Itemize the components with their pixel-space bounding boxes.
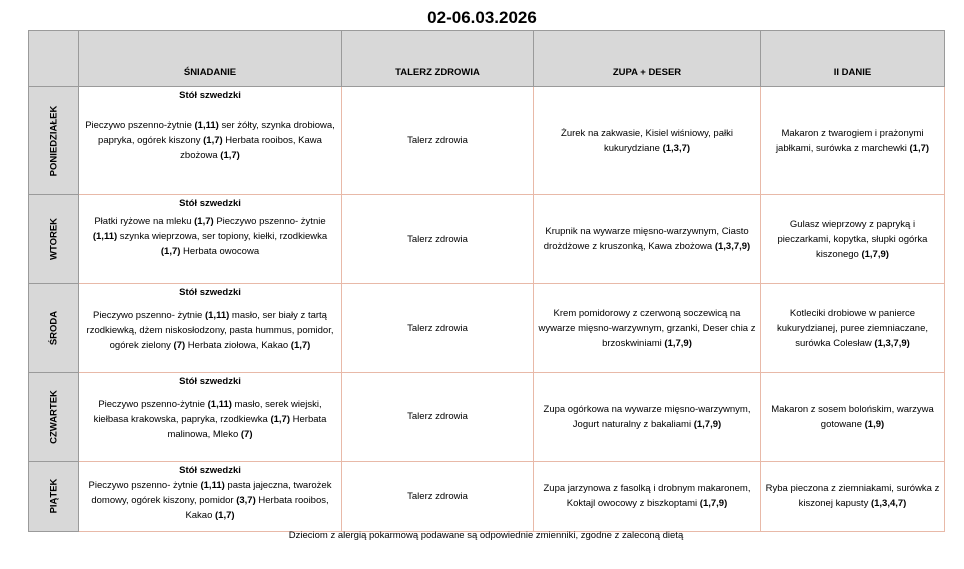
breakfast-cell [79,461,342,531]
buffet-label: Stół szwedzki [179,90,241,102]
day-name: ŚRODA [48,310,59,346]
allergen-code: (1,7) [220,150,240,162]
allergen-code: (1,7,9) [664,337,692,349]
allergen-code: (1,7,9) [699,498,728,510]
buffet-label: Stół szwedzki [179,375,241,387]
allergen-code: (1,3,4,7) [870,498,907,510]
soup-dessert-cell: Krem pomidorowy z czerwoną soczewicą na wywarze mięsno-warzywnym, grzanki, Deser chia z brzoskwiniami (1,7,9) [534,284,761,372]
allergen-code: (3,7) [236,494,256,506]
breakfast-text: Pieczywo pszenno-żytnie (1,11) ser żółty, szynka drobiowa, papryka, ogórek kiszony (1,7) Herbata rooibos, Kawa zbożowa (1,7) [85,120,335,162]
day-row [29,461,945,531]
allergy-note: Dzieciom z alergią pokarmową podawane są odpowiednie zmienniki, zgodne z zaleconą dietą [288,530,684,541]
day-label-cell [29,284,79,372]
allergen-code: (1,7) [290,340,311,352]
talerz-cell: Talerz zdrowia [342,195,534,284]
breakfast-text: Pieczywo pszenno- żytnie (1,11) pasta jajeczna, twarożek domowy, ogórek kiszony, pomidor (3,7) Herbata rooibos, Kakao (1,7) [88,479,332,521]
day-row [29,87,945,195]
allergen-code: (1,11) [200,479,225,491]
allergen-code: (1,11) [92,231,118,243]
allergen-code: (1,7) [194,216,214,228]
allergen-code: (1,7,9) [861,248,889,260]
day-row [29,372,945,461]
day-label-cell [29,372,79,461]
soup-dessert-cell: Zupa jarzynowa z fasolką i drobnym makaronem, Koktajl owocowy z biszkoptami (1,7,9) [534,461,761,531]
breakfast-cell [79,87,342,195]
header-row [29,31,945,87]
day-name: WTOREK [48,218,59,261]
day-name: CZWARTEK [48,389,59,444]
talerz-cell: Talerz zdrowia [342,372,534,461]
allergen-code: (1,7) [203,135,223,147]
allergen-code: (7) [240,428,253,440]
allergen-code: (1,7) [215,509,235,521]
header-zupa-deser: ZUPA + DESER [534,31,761,87]
header-talerz-zdrowia: TALERZ ZDROWIA [342,31,534,87]
allergen-code: (1,11) [204,310,230,322]
menu-table [28,30,945,532]
soup-dessert-cell: Krupnik na wywarze mięsno-warzywnym, Ciasto drożdżowe z kruszonką, Kawa zbożowa (1,3,7,9) [534,195,761,284]
main-course-cell: Gulasz wieprzowy z papryką i pieczarkami, kopytka, słupki ogórka kiszonego (1,7,9) [761,195,945,284]
main-course-cell: Makaron z twarogiem i prażonymi jabłkami, surówka z marchewki (1,7) [761,87,945,195]
allergen-code: (1,3,7,9) [714,241,751,253]
talerz-cell: Talerz zdrowia [342,461,534,531]
soup-dessert-cell: Żurek na zakwasie, Kisiel wiśniowy, pałki kukurydziane (1,3,7) [534,87,761,195]
day-name: PONIEDZIAŁEK [48,105,59,177]
allergen-code: (7) [173,340,186,352]
allergen-code: (1,7,9) [693,418,722,430]
breakfast-cell [79,195,342,284]
breakfast-text: Pieczywo pszenno-żytnie (1,11) masło, serek wiejski, kiełbasa krakowska, papryka, rzodkiewka (1,7) Herbata malinowa, Mleko (7) [93,398,327,440]
page-title: 02-06.03.2026 [427,8,537,27]
allergen-code: (1,11) [207,398,232,410]
allergen-code: (1,9) [864,418,885,430]
main-course-cell: Ryba pieczona z ziemniakami, surówka z kiszonej kapusty (1,3,4,7) [761,461,945,531]
day-label-cell [29,195,79,284]
buffet-label: Stół szwedzki [179,287,241,299]
breakfast-cell [79,284,342,372]
breakfast-text: Płatki ryżowe na mleku (1,7) Pieczywo pszenno- żytnie (1,11) szynka wieprzowa, ser topiony, kiełki, rzodkiewka (1,7) Herbata owocowa [92,216,328,258]
buffet-label: Stół szwedzki [179,464,241,476]
allergen-code: (1,7) [160,246,181,258]
day-row [29,195,945,284]
day-label-cell [29,461,79,531]
talerz-cell: Talerz zdrowia [342,284,534,372]
day-name: PIĄTEK [48,478,59,514]
day-row [29,284,945,372]
main-course-cell: Kotleciki drobiowe w panierce kukurydzianej, puree ziemniaczane, surówka Colesław (1,3,7,9) [761,284,945,372]
buffet-label: Stół szwedzki [179,198,241,210]
allergen-code: (1,3,7,9) [874,337,910,349]
corner-cell [29,31,79,87]
allergen-code: (1,7) [270,413,290,425]
breakfast-cell [79,372,342,461]
header-sniadanie: ŚNIADANIE [79,31,342,87]
day-label-cell [29,87,79,195]
soup-dessert-cell: Zupa ogórkowa na wywarze mięsno-warzywnym, Jogurt naturalny z bakaliami (1,7,9) [534,372,761,461]
main-course-cell: Makaron z sosem bolońskim, warzywa gotowane (1,9) [761,372,945,461]
breakfast-text: Pieczywo pszenno- żytnie (1,11) masło, ser biały z tartą rzodkiewką, dżem niskosłodzony, pasta hummus, pomidor, ogórek zielony (7) Herbata ziołowa, Kakao (1,7) [86,310,334,352]
allergen-code: (1,3,7) [662,142,691,154]
allergen-code: (1,7) [909,142,930,154]
allergen-code: (1,11) [194,120,219,132]
talerz-cell: Talerz zdrowia [342,87,534,195]
header-ii-danie: II DANIE [761,31,945,87]
